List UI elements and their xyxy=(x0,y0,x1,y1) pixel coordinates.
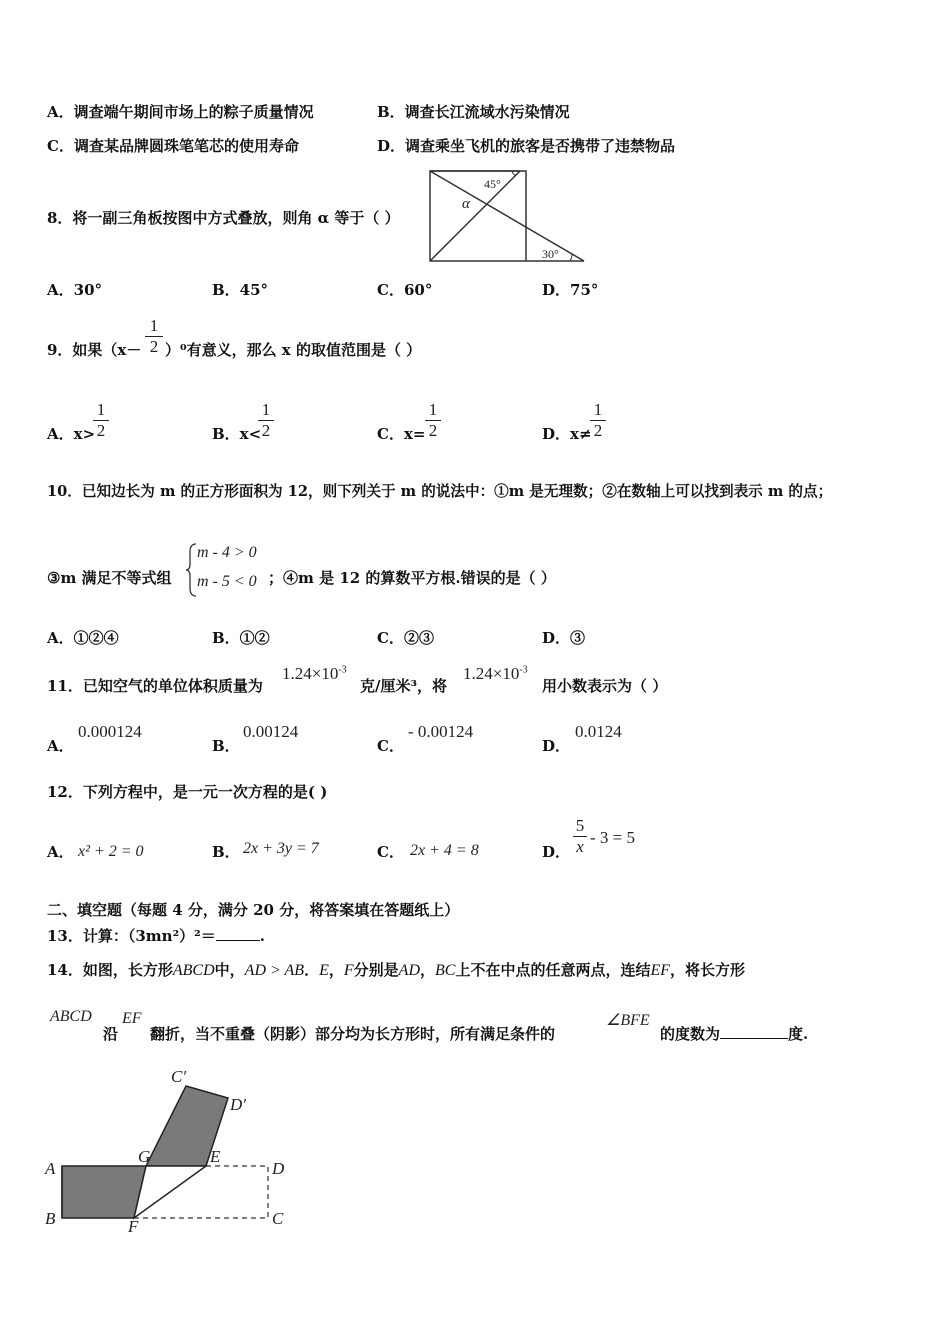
q9-frac-num: 1 xyxy=(149,316,159,335)
fig-label-c1: C′ xyxy=(171,1067,187,1086)
q10-inequality-1: m - 4 > 0 xyxy=(197,544,257,561)
q8-angle-45: 45° xyxy=(484,177,501,191)
q12-option-d-label: D． xyxy=(542,843,571,861)
q12-option-c-label: C． xyxy=(377,843,404,861)
q11-option-a-value: 0.000124 xyxy=(78,722,142,741)
q11-option-b-label: B． xyxy=(212,737,240,755)
q14-abcd: ABCD xyxy=(172,962,215,979)
fig-label-c: C xyxy=(272,1209,284,1228)
q12-d-num: 5 xyxy=(575,816,585,835)
q11-sci-2-base: 1.24×10 xyxy=(463,664,520,683)
q12-option-b-label: B． xyxy=(212,843,240,861)
fig-label-g: G xyxy=(138,1147,151,1166)
q9-c-den: 2 xyxy=(428,421,438,440)
fig-label-d1: D′ xyxy=(230,1095,246,1114)
q9-a-den: 2 xyxy=(96,421,106,440)
q14-text-h: ，将长方形 xyxy=(670,961,746,979)
q14-text-e: 分别是 xyxy=(353,961,399,979)
q7-option-b: B．调查长江流域水污染情况 xyxy=(377,103,570,121)
q11-option-b-value: 0.00124 xyxy=(243,722,299,741)
q9-stem-post: ）⁰有意义，那么 x 的取值范围是（ ） xyxy=(165,341,422,359)
q10-option-c: C．②③ xyxy=(377,629,434,647)
q9-fraction xyxy=(145,316,163,357)
q8-option-c: C．60° xyxy=(377,281,433,299)
q8-stem: 8．将一副三角板按图中方式叠放，则角 α 等于（ ） xyxy=(47,209,400,227)
q11-sci-2-exp: -3 xyxy=(519,664,528,676)
q10-stem-post: ；④m 是 12 的算数平方根.错误的是（ ） xyxy=(268,569,556,587)
q14-text-f: ， xyxy=(420,961,436,979)
q11-stem-pre: 11．已知空气的单位体积质量为 xyxy=(47,677,263,695)
q14-point-f: F xyxy=(343,962,354,979)
q9-option-b-frac xyxy=(258,400,274,441)
q10-stem-line1: 10．已知边长为 m 的正方形面积为 12，则下列关于 m 的说法中：①m 是无理数；②在数轴上可以找到表示 m 的点； xyxy=(47,483,833,500)
q9-option-d-frac xyxy=(590,400,606,441)
q12-option-c-value: 2x + 4 = 8 xyxy=(410,842,479,859)
fig-label-f: F xyxy=(128,1217,139,1234)
q9-option-a-frac xyxy=(93,400,109,441)
q9-frac-den: 2 xyxy=(149,337,159,356)
q11-option-a-label: A． xyxy=(47,737,74,755)
q14-point-e: E xyxy=(319,962,329,979)
q14-text-g: 上不在中点的任意两点，连结 xyxy=(455,961,651,979)
q14-condition: AD > AB xyxy=(244,962,305,979)
q8-angle-30: 30° xyxy=(542,247,559,261)
q14-text-a: 14．如图，长方形 xyxy=(47,961,173,979)
fig-label-b: B xyxy=(45,1209,56,1228)
q13-tail: . xyxy=(259,927,265,945)
q14-l2-yan: 沿 xyxy=(103,1025,119,1043)
fig-label-d: D xyxy=(272,1159,285,1178)
q10-inequality-2: m - 5 < 0 xyxy=(197,573,257,590)
q13-answer-blank[interactable] xyxy=(216,940,260,941)
q9-c-num: 1 xyxy=(428,400,438,419)
q11-sci-1-exp: -3 xyxy=(338,664,347,676)
section2-heading: 二、填空题（每题 4 分，满分 20 分，将答案填在答题纸上） xyxy=(47,901,460,919)
q11-sci-2 xyxy=(463,664,528,684)
q9-b-den: 2 xyxy=(261,421,271,440)
q14-bc: BC xyxy=(435,962,456,979)
q14-l2-tail-text: 的度数为 xyxy=(660,1025,721,1043)
q14-line1 xyxy=(47,960,745,981)
q11-stem-mid: 克/厘米³，将 xyxy=(360,677,448,695)
q10-stem-pre: ③m 满足不等式组 xyxy=(47,569,172,587)
q10-option-b: B．①② xyxy=(212,629,270,647)
q10-option-a: A．①②④ xyxy=(47,629,119,647)
q9-b-num: 1 xyxy=(261,400,271,419)
q12-option-b-value: 2x + 3y = 7 xyxy=(243,840,319,857)
q8-angle-alpha: α xyxy=(462,196,470,212)
q12-option-d-rest: - 3 = 5 xyxy=(590,828,635,847)
q9-option-c-frac xyxy=(425,400,441,441)
q10-option-d: D．③ xyxy=(542,629,586,647)
q9-d-num: 1 xyxy=(593,400,603,419)
q9-stem-pre: 9．如果（x－ xyxy=(47,341,142,359)
q8-triangle-figure xyxy=(424,166,590,266)
q14-l2-angle: ∠BFE xyxy=(606,1012,650,1029)
q13-stem-text: 13．计算：（3mn²）²＝ xyxy=(47,927,216,945)
q11-option-c-label: C． xyxy=(377,737,404,755)
q12-d-den: x xyxy=(576,837,584,856)
q8-option-b: B．45° xyxy=(212,281,269,299)
q12-option-d-frac xyxy=(573,816,587,857)
q14-fold-figure xyxy=(40,1062,310,1234)
q8-option-d: D．75° xyxy=(542,281,599,299)
q11-sci-1-base: 1.24×10 xyxy=(282,664,339,683)
q11-sci-1 xyxy=(282,664,347,684)
q7-option-a: A．调查端午期间市场上的粽子质量情况 xyxy=(47,103,314,121)
q11-option-d-value: 0.0124 xyxy=(575,722,622,741)
q14-l2-ef: EF xyxy=(122,1010,142,1027)
fig-label-a: A xyxy=(45,1159,56,1178)
q7-option-d: D．调查乘坐飞机的旅客是否携带了违禁物品 xyxy=(377,137,676,155)
fig-label-e: E xyxy=(210,1147,221,1166)
q14-l2-abcd: ABCD xyxy=(50,1008,92,1025)
q14-answer-blank[interactable] xyxy=(720,1038,788,1039)
q11-option-d-label: D． xyxy=(542,737,571,755)
q7-option-c: C．调查某品牌圆珠笔笔芯的使用寿命 xyxy=(47,137,299,155)
q14-ef: EF xyxy=(650,962,671,979)
q9-d-den: 2 xyxy=(593,421,603,440)
q8-option-a: A．30° xyxy=(47,281,103,299)
q14-text-d: ， xyxy=(328,961,344,979)
q14-l2-text: 翻折，当不重叠（阴影）部分均为长方形时，所有满足条件的 xyxy=(150,1025,556,1043)
q12-option-a-value: x² + 2 = 0 xyxy=(78,843,144,860)
q14-text-c: ． xyxy=(304,961,320,979)
q12-option-a-label: A． xyxy=(47,843,74,861)
q9-a-num: 1 xyxy=(96,400,106,419)
q14-text-b: 中， xyxy=(214,961,245,979)
q14-ad: AD xyxy=(398,962,420,979)
q12-stem: 12．下列方程中，是一元一次方程的是( ) xyxy=(47,783,328,801)
q11-option-c-value: - 0.00124 xyxy=(408,722,474,741)
q13-stem xyxy=(47,926,265,946)
q14-l2-tail xyxy=(660,1024,808,1044)
q9-option-c: C．x= xyxy=(377,425,426,443)
q9-option-a: A．x> xyxy=(47,425,96,443)
q9-option-d: D．x≠ xyxy=(542,425,592,443)
q11-stem-post: 用小数表示为（ ） xyxy=(542,677,668,695)
q9-option-b: B．x< xyxy=(212,425,262,443)
q14-l2-unit: 度. xyxy=(788,1025,809,1043)
